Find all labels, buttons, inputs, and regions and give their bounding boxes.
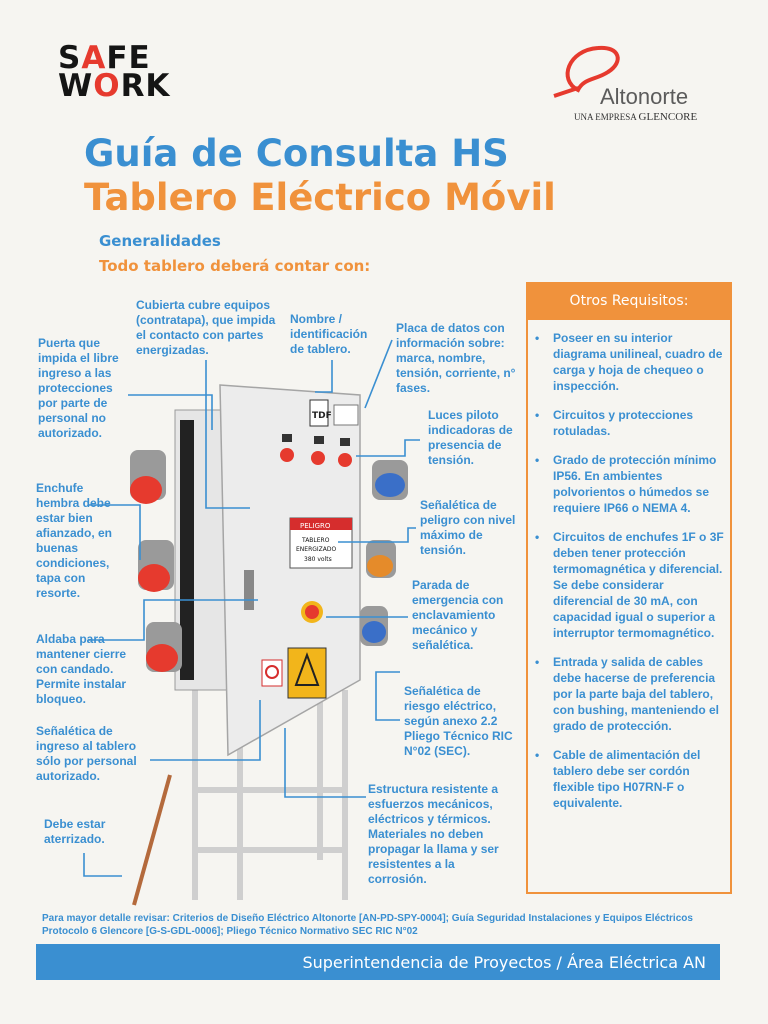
section-heading: Generalidades [99, 232, 221, 250]
requisito-item: • Cable de alimentación del tablero debe ser cordón flexible tipo H07RN-F o equivalente. [535, 747, 725, 811]
callout-parada: Parada de emergencia con enclavamiento mecánico y señalética. [412, 578, 504, 652]
svg-text:ENERGIZADO: ENERGIZADO [296, 546, 337, 553]
callout-senaletica-peligro: Señalética de peligro con nivel máximo de tensión. [420, 498, 516, 557]
callout-aldaba: Aldaba para mantener cierre con candado. Permite instalar bloqueo. [36, 632, 127, 706]
footer-bar: Superintendencia de Proyectos / Área Eléctrica AN [36, 944, 720, 980]
callout-senaletica-ingreso: Señalética de ingreso al tablero sólo por personal autorizado. [36, 724, 137, 783]
otros-requisitos-list [535, 330, 725, 824]
callout-aterrizado: Debe estar aterrizado. [44, 817, 106, 846]
callout-nombre: Nombre / identificación de tablero. [290, 312, 368, 356]
title-line2: Tablero Eléctrico Móvil [84, 176, 556, 219]
section-intro: Todo tablero deberá contar con: [99, 257, 371, 275]
callout-estructura: Estructura resistente a esfuerzos mecánicos, eléctricos y térmicos. Materiales no deben propagar la llama y ser resistentes a la corrosión. [368, 782, 499, 886]
callout-senaletica-riesgo: Señalética de riesgo eléctrico, según anexo 2.2 Pliego Técnico RIC N°02 (SEC). [404, 684, 513, 758]
callout-cubierta: Cubierta cubre equipos (contratapa), que impida el contacto con partes energizadas. [136, 298, 276, 357]
callout-enchufe: Enchufe hembra debe estar bien afianzado, en buenas condiciones, tapa con resorte. [36, 481, 113, 600]
requisito-item: • Grado de protección mínimo IP56. En ambientes polvorientos o húmedos se requiere IP66 o NEMA 4. [535, 452, 725, 516]
requisito-item: • Circuitos y protecciones rotuladas. [535, 407, 725, 439]
safework-logo: SAFE WORK [58, 40, 171, 104]
svg-text:TABLERO: TABLERO [302, 537, 330, 544]
requisito-item: • Entrada y salida de cables debe hacerse de preferencia por la parte baja del tablero, con bushing, manteniendo el grado de protección. [535, 654, 725, 734]
requisito-item: • Poseer en su interior diagrama unilineal, cuadro de carga y hoja de chequeo o inspección. [535, 330, 725, 394]
otros-requisitos-header: Otros Requisitos: [526, 282, 732, 320]
callout-puerta: Puerta que impida el libre ingreso a las protecciones por parte de personal no autorizado. [38, 336, 119, 440]
requisito-item: • Circuitos de enchufes 1F o 3F deben tener protección termomagnética y diferencial. Se debe considerar diferencial de 30 mA, con capacidad igual o superior a interruptor termomagnético. [535, 529, 725, 641]
altonorte-logo: Altonorte UNA EMPRESA GLENCORE [548, 40, 728, 130]
tdf-label: TDF [312, 411, 332, 421]
callout-placa: Placa de datos con información sobre: marca, nombre, tensión, corriente, n° fases. [396, 321, 516, 395]
callout-luces: Luces piloto indicadoras de presencia de tensión. [428, 408, 513, 467]
peligro-text: PELIGRO [300, 522, 331, 530]
title-line1: Guía de Consulta HS [84, 132, 509, 175]
svg-text:380 volts: 380 volts [304, 556, 332, 563]
footer-note: Para mayor detalle revisar: Criterios de Diseño Eléctrico Altonorte [AN-PD-SPY-0004]; Guía Seguridad Instalaciones y Equipos Eléctricos Protocolo 6 Glencore [G-S-GDL-0006]; Pliego Técnico Normativo SEC RIC N°02 [42, 913, 693, 937]
